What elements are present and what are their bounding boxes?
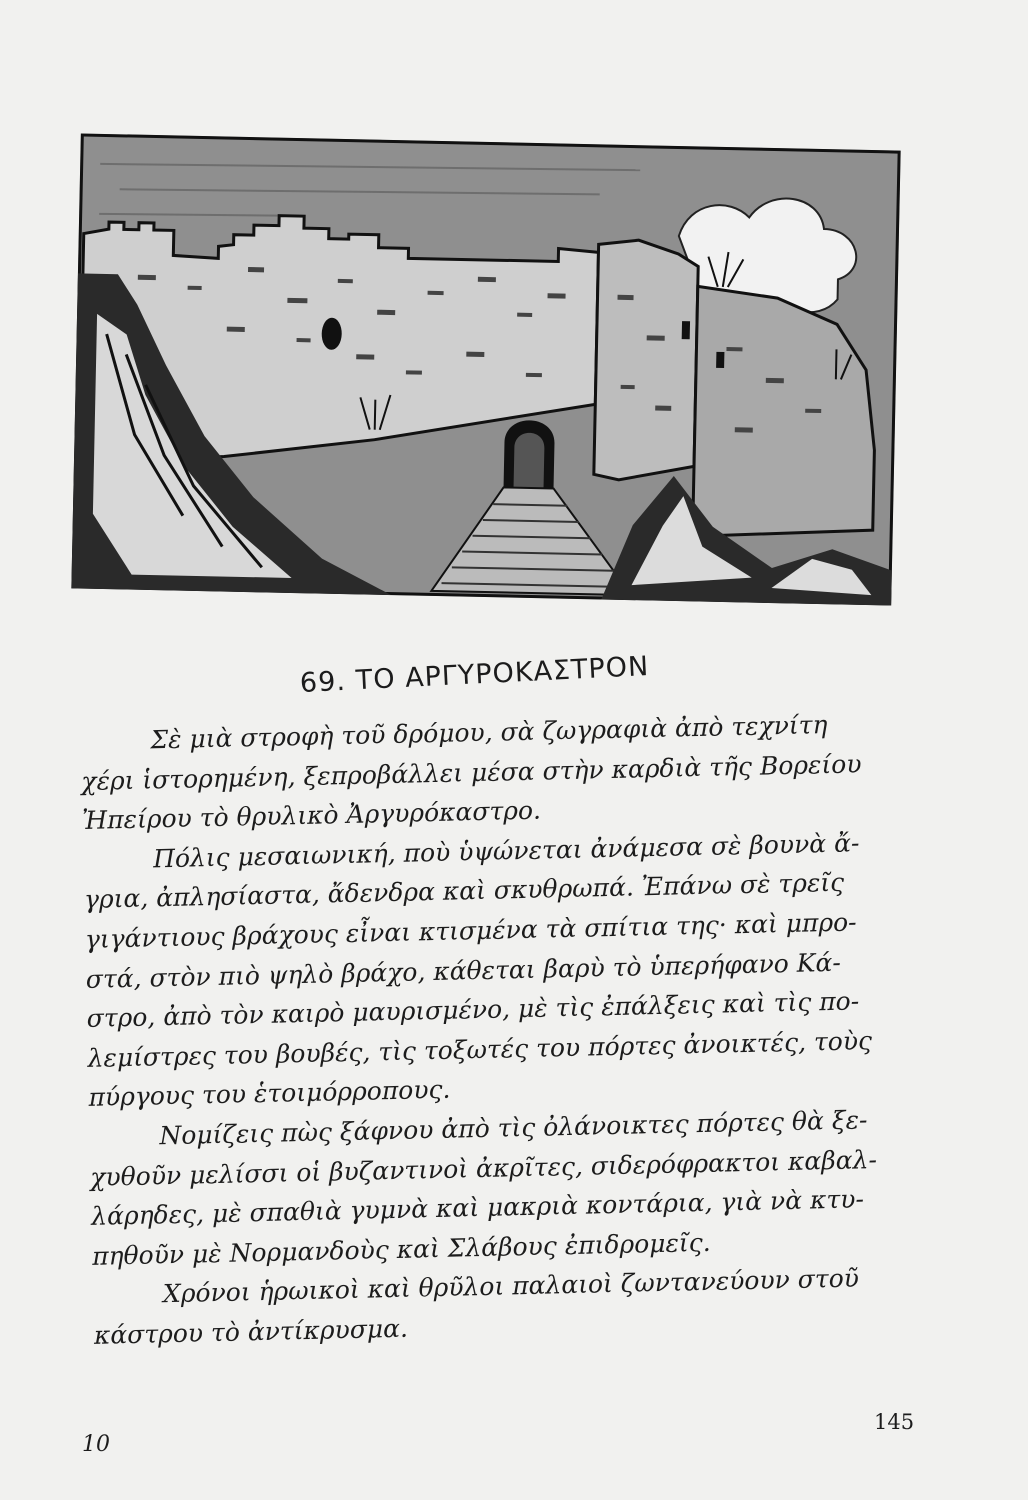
text-line: πύργους του ἑτοιμόρροπους. (88, 1075, 451, 1113)
paragraph (80, 703, 922, 841)
text-line: Χρόνοι ἡρωικοὶ καὶ θρῦλοι παλαιοὶ ζωντανεύουν στοῦ (162, 1263, 860, 1309)
text-line: πηθοῦν μὲ Νορμανδοὺς καὶ Σλάβους ἐπιδρομεῖς. (91, 1227, 711, 1271)
text-line: κάστρου τὸ ἀντίκρυσμα. (93, 1313, 409, 1350)
page-number: 145 (874, 1410, 915, 1434)
text-line: στά, στὸν πιὸ ψηλὸ βράχο, κάθεται βαρὺ τὸ ὑπερήφανο Κά- (85, 947, 842, 994)
text-line: γιγάντιους βράχους εἶναι κτισμένα τὰ σπίτια της· καὶ μπρο- (84, 907, 857, 954)
text-line: γρια, ἀπλησίαστα, ἄδενδρα καὶ σκυθρωπά. Ἐπάνω σὲ τρεῖς (83, 868, 845, 915)
text-line: λεμίστρες του βουβές, τὶς τοξωτές του πόρτες ἀνοικτές, τοὺς (87, 1025, 873, 1073)
text-line: Ἠπείρου τὸ θρυλικὸ Ἀργυρόκαστρο. (81, 795, 542, 836)
text-line: χυθοῦν μελίσσι οἱ βυζαντινοὶ ἀκρῖτες, σιδερόφρακτοι καβαλ- (89, 1144, 878, 1192)
text-line: χέρι ἱστορημένη, ξεπροβάλλει μέσα στὴν καρδιὰ τῆς Βορείου (81, 748, 862, 796)
text-line: λάρηδες, μὲ σπαθιὰ γυμνὰ καὶ μακριὰ κοντάρια, γιὰ νὰ κτυ- (90, 1184, 865, 1231)
chapter-number: 69. (299, 665, 347, 699)
paragraph (83, 822, 929, 1118)
paragraph (89, 1099, 932, 1276)
chapter-body (80, 703, 934, 1355)
chapter-title (299, 651, 650, 699)
text-line: Πόλις μεσαιωνική, ποὺ ὑψώνεται ἀνάμεσα σὲ βουνὰ ἄ- (152, 828, 860, 874)
printer-signature-mark: 10 (82, 1432, 110, 1457)
text-line: Νομίζεις πὼς ξάφνου ἀπὸ τὶς ὀλάνοικτες πόρτες θὰ ξε- (159, 1105, 868, 1151)
text-line: στρο, ἀπὸ τὸν καιρὸ μαυρισμένο, μὲ τὶς ἐπάλξεις καὶ τὶς πο- (86, 986, 860, 1034)
text-line: Σὲ μιὰ στροφὴ τοῦ δρόμου, σὰ ζωγραφιὰ ἀπὸ τεχνίτη (150, 710, 828, 755)
chapter-heading: ΤΟ ΑΡΓΥΡΟΚΑΣΤΡΟΝ (355, 650, 650, 697)
castle-woodcut-illustration (71, 133, 900, 605)
